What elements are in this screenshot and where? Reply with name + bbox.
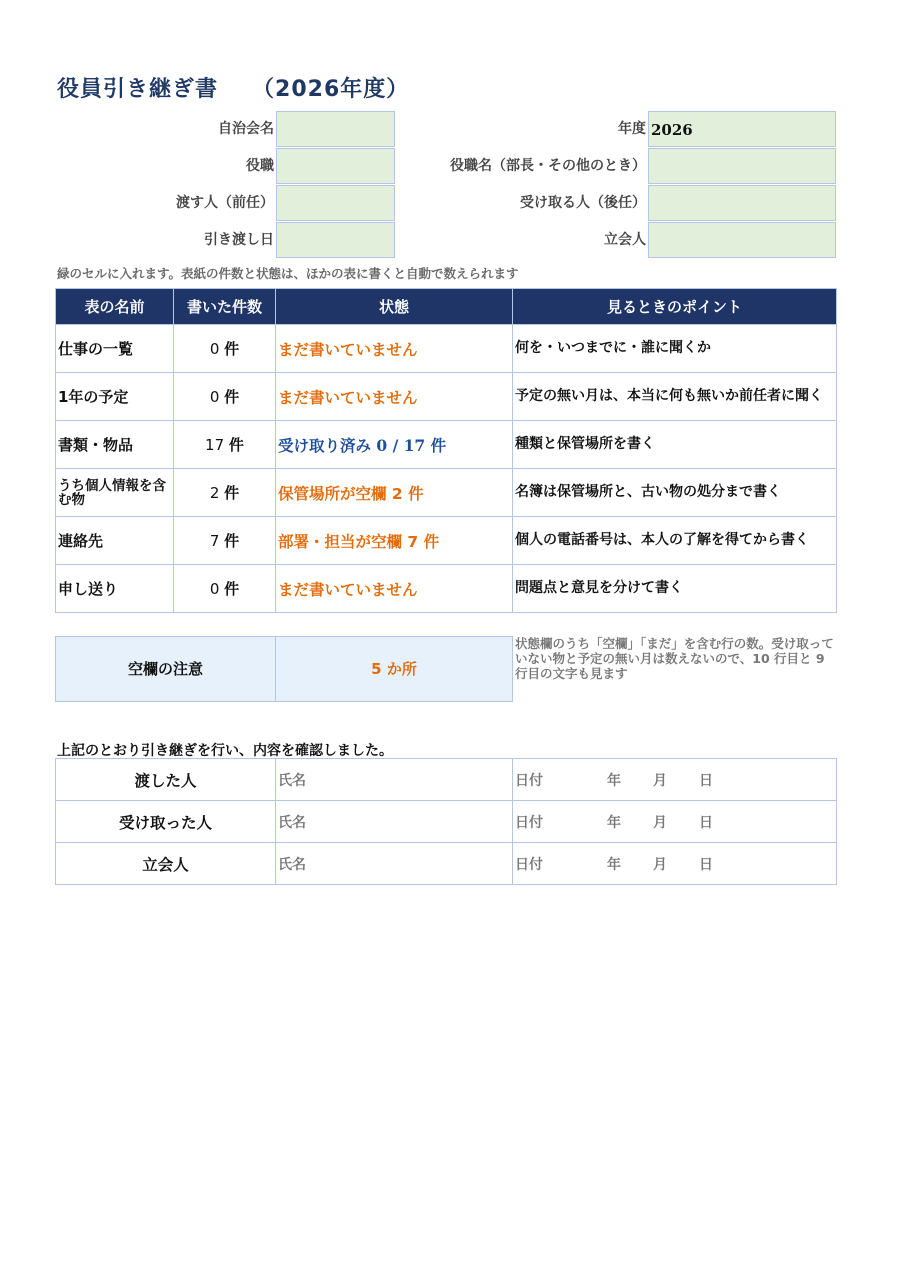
fiscal-year-field[interactable]: 2026 <box>648 111 836 147</box>
row-name: 書類・物品 <box>56 421 174 469</box>
row-name: 連絡先 <box>56 517 174 565</box>
signature-name-field[interactable]: 氏名 <box>276 801 513 843</box>
signature-name-field[interactable]: 氏名 <box>276 843 513 885</box>
label-successor: 受け取る人（後任） <box>520 195 646 211</box>
signature-role: 受け取った人 <box>56 801 276 843</box>
blank-warning-value: 5 か所 <box>275 636 513 702</box>
month-label: 月 <box>653 856 667 873</box>
row-point: 個人の電話番号は、本人の了解を得てから書く <box>513 517 837 565</box>
header-info <box>56 111 836 259</box>
label-witness: 立会人 <box>604 232 646 248</box>
signature-date-field[interactable] <box>513 801 837 843</box>
month-label: 月 <box>653 772 667 789</box>
date-label: 日付 <box>515 772 543 789</box>
count-value: 7 <box>209 532 220 550</box>
row-count <box>174 325 276 373</box>
count-value: 17 <box>205 436 225 454</box>
position-field[interactable] <box>276 148 395 184</box>
count-value: 2 <box>209 484 220 502</box>
day-label: 日 <box>699 772 713 789</box>
table-row <box>56 325 837 373</box>
count-unit: 件 <box>224 340 240 358</box>
day-label: 日 <box>699 814 713 831</box>
signature-row <box>56 843 837 885</box>
count-unit: 件 <box>224 532 240 550</box>
signature-role: 立会人 <box>56 843 276 885</box>
day-label: 日 <box>699 856 713 873</box>
signature-row <box>56 759 837 801</box>
header-point: 見るときのポイント <box>513 289 837 325</box>
row-status: 保管場所が空欄 2 件 <box>276 469 513 517</box>
label-position-name: 役職名（部長・その他のとき） <box>450 158 646 174</box>
table-row <box>56 469 837 517</box>
year-label: 年 <box>607 856 621 873</box>
input-note: 緑のセルに入れます。表紙の件数と状態は、ほかの表に書くと自動で数えられます <box>57 266 519 281</box>
header-count: 書いた件数 <box>174 289 276 325</box>
table-row <box>56 373 837 421</box>
table-row <box>56 565 837 613</box>
association-name-field[interactable] <box>276 111 395 147</box>
count-unit: 件 <box>224 484 240 502</box>
header-status: 状態 <box>276 289 513 325</box>
count-unit: 件 <box>224 388 240 406</box>
count-unit: 件 <box>228 436 244 454</box>
position-name-field[interactable] <box>648 148 836 184</box>
count-unit: 件 <box>224 580 240 598</box>
row-point: 予定の無い月は、本当に何も無いか前任者に聞く <box>513 373 837 421</box>
date-label: 日付 <box>515 814 543 831</box>
signature-date-field[interactable] <box>513 759 837 801</box>
year-label: 年 <box>607 814 621 831</box>
successor-field[interactable] <box>648 185 836 221</box>
header-table-name: 表の名前 <box>56 289 174 325</box>
row-count <box>174 565 276 613</box>
row-status: 部署・担当が空欄 7 件 <box>276 517 513 565</box>
label-fiscal-year: 年度 <box>618 121 646 137</box>
row-status: まだ書いていません <box>276 373 513 421</box>
row-point: 何を・いつまでに・誰に聞くか <box>513 325 837 373</box>
year-label: 年 <box>607 772 621 789</box>
table-row <box>56 517 837 565</box>
row-point: 種類と保管場所を書く <box>513 421 837 469</box>
witness-field[interactable] <box>648 222 836 258</box>
count-value: 0 <box>209 580 220 598</box>
row-name: 仕事の一覧 <box>56 325 174 373</box>
count-value: 0 <box>209 388 220 406</box>
blank-warning-note: 状態欄のうち「空欄」「まだ」を含む行の数。受け取っていない物と予定の無い月は数えないので、10 行目と 9 行目の文字も見ます <box>515 636 834 681</box>
date-label: 日付 <box>515 856 543 873</box>
signature-table <box>55 758 837 885</box>
handover-date-field[interactable] <box>276 222 395 258</box>
label-handover-date: 引き渡し日 <box>204 232 274 248</box>
label-predecessor: 渡す人（前任） <box>176 195 274 211</box>
label-association-name: 自治会名 <box>218 121 274 137</box>
signature-role: 渡した人 <box>56 759 276 801</box>
table-row <box>56 421 837 469</box>
signature-row <box>56 801 837 843</box>
row-name: うち個人情報を含む物 <box>56 469 174 517</box>
title-text: 役員引き継ぎ書 <box>57 77 219 102</box>
confirm-text: 上記のとおり引き継ぎを行い、内容を確認しました。 <box>57 743 393 759</box>
summary-table <box>55 288 837 613</box>
row-name: 申し送り <box>56 565 174 613</box>
signature-date-field[interactable] <box>513 843 837 885</box>
row-status: 受け取り済み 0 / 17 件 <box>276 421 513 469</box>
row-point: 名簿は保管場所と、古い物の処分まで書く <box>513 469 837 517</box>
title-year: （2026年度） <box>252 77 410 102</box>
month-label: 月 <box>653 814 667 831</box>
row-count <box>174 421 276 469</box>
predecessor-field[interactable] <box>276 185 395 221</box>
label-position: 役職 <box>246 158 274 174</box>
row-count <box>174 517 276 565</box>
row-name: 1年の予定 <box>56 373 174 421</box>
row-status: まだ書いていません <box>276 325 513 373</box>
page-title <box>57 72 409 103</box>
row-count <box>174 469 276 517</box>
count-value: 0 <box>209 340 220 358</box>
signature-name-field[interactable]: 氏名 <box>276 759 513 801</box>
table-header-row <box>56 289 837 325</box>
row-point: 問題点と意見を分けて書く <box>513 565 837 613</box>
row-count <box>174 373 276 421</box>
blank-warning-label: 空欄の注意 <box>55 636 276 702</box>
row-status: まだ書いていません <box>276 565 513 613</box>
